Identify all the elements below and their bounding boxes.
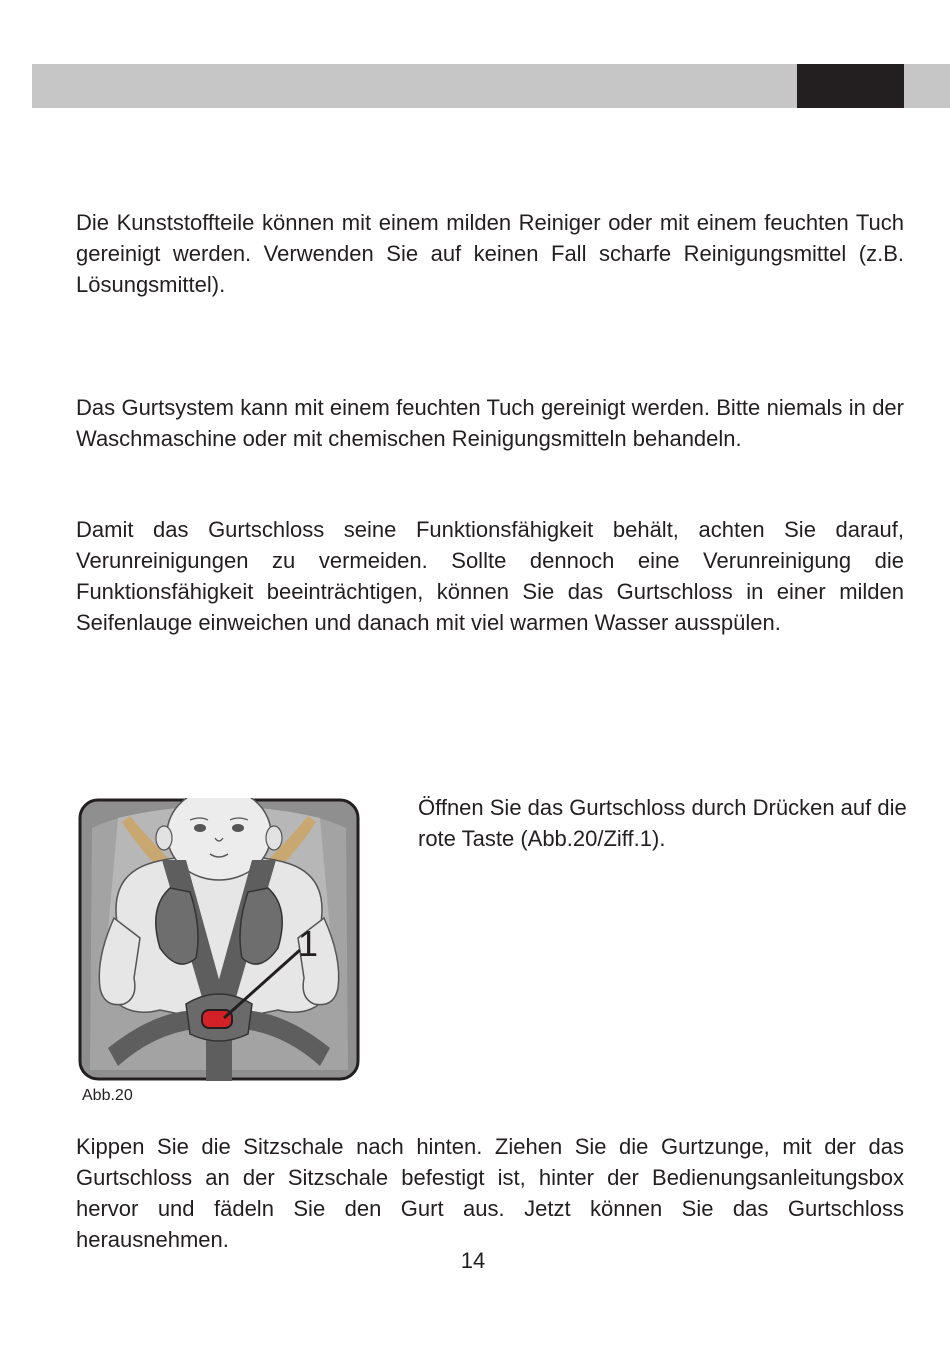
paragraph-belt-system: Das Gurtsystem kann mit einem feuchten Tuch gereinigt werden. Bitte niemals in der Waschmaschine oder mit chemischen Reinigungsmitteln behandeln.: [76, 395, 904, 451]
header-chapter-marker: [797, 64, 904, 108]
paragraph-buckle-care: Damit das Gurtschloss seine Funktionsfähigkeit behält, achten Sie darauf, Verunreinigungen zu vermeiden. Sollte dennoch eine Verunreinigung die Funktionsfähigkeit beeinträchtigen, können Sie das Gurtschloss in einer milden Seifenlauge einweichen und danach mit viel warmen Wasser ausspülen.: [76, 517, 904, 635]
callout-number: 1: [298, 923, 319, 964]
figure-caption: Abb.20: [82, 1087, 133, 1104]
red-release-button: [202, 1010, 232, 1028]
child-in-seat-illustration: [78, 798, 360, 1081]
figure-child-seat-buckle: [78, 798, 360, 1081]
paragraph-plastic-parts: Die Kunststoffteile können mit einem milden Reiniger oder mit einem feuchten Tuch gereinigt werden. Verwenden Sie auf keinen Fall scharfe Reinigungsmittel (z.B. Lösungsmittel).: [76, 210, 904, 297]
paragraph-open-buckle: Öffnen Sie das Gurtschloss durch Drücken auf die rote Taste (Abb.20/Ziff.1).: [418, 795, 907, 851]
paragraph-remove-buckle: Kippen Sie die Sitzschale nach hinten. Ziehen Sie die Gurtzunge, mit der das Gurtschloss an der Sitzschale befestigt ist, hinter der Bedienungsanleitungsbox hervor und fädeln Sie den Gurt aus. Jetzt können Sie das Gurtschloss herausnehmen.: [76, 1134, 904, 1252]
page-number: 14: [460, 1248, 486, 1273]
